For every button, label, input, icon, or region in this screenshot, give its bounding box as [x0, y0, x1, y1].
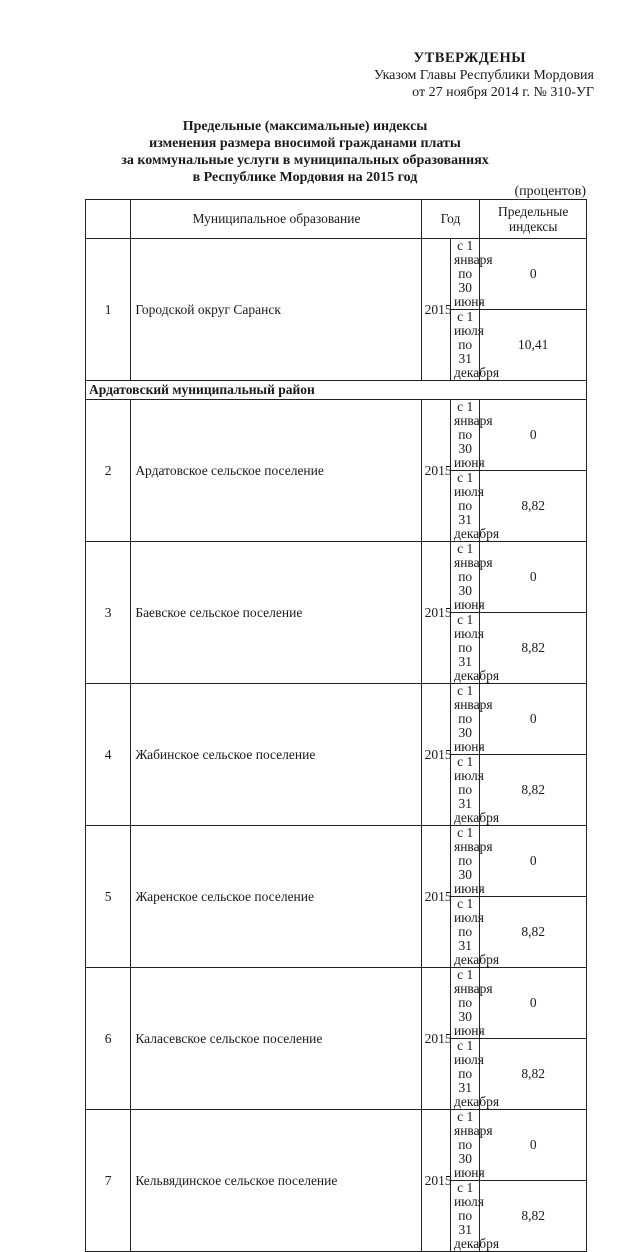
row-index-2: 8,82	[480, 613, 587, 684]
units-label: (процентов)	[514, 184, 586, 199]
heading-line-4: в Республике Мордовия на 2015 год	[192, 170, 418, 185]
header-index: Предельные индексы	[480, 200, 587, 239]
row-index-1: 0	[480, 239, 587, 310]
row-num: 7	[86, 1110, 131, 1252]
row-municipality: Городской округ Саранск	[131, 239, 421, 381]
header-year: Год	[421, 200, 480, 239]
row-period-1: с 1 января по 30 июня	[451, 826, 480, 897]
row-period-1: с 1 января по 30 июня	[451, 1110, 480, 1181]
row-index-2: 8,82	[480, 1181, 587, 1252]
table-header-row	[86, 200, 587, 239]
row-index-2: 8,82	[480, 1039, 587, 1110]
row-num: 5	[86, 826, 131, 968]
row-period-1: с 1 января по 30 июня	[451, 400, 480, 471]
row-year: 2015	[421, 826, 450, 968]
row-index-1: 0	[480, 1110, 587, 1181]
row-period-2: с 1 июля по 31 декабря	[451, 755, 480, 826]
row-index-1: 0	[480, 542, 587, 613]
row-index-2: 8,82	[480, 471, 587, 542]
row-period-2: с 1 июля по 31 декабря	[451, 1181, 480, 1252]
row-year: 2015	[421, 239, 450, 381]
row-municipality: Кельвядинское сельское поселение	[131, 1110, 421, 1252]
row-index-2: 8,82	[480, 897, 587, 968]
row-municipality: Баевское сельское поселение	[131, 542, 421, 684]
row-period-2: с 1 июля по 31 декабря	[451, 613, 480, 684]
row-num: 6	[86, 968, 131, 1110]
row-municipality: Ардатовское сельское поселение	[131, 400, 421, 542]
table-row	[86, 400, 587, 471]
row-period-2: с 1 июля по 31 декабря	[451, 1039, 480, 1110]
row-num: 2	[86, 400, 131, 542]
row-index-2: 10,41	[480, 310, 587, 381]
row-municipality: Жаренское сельское поселение	[131, 826, 421, 968]
row-period-2: с 1 июля по 31 декабря	[451, 310, 480, 381]
row-index-1: 0	[480, 684, 587, 755]
heading-line-2: изменения размера вносимой гражданами платы	[149, 136, 461, 151]
row-year: 2015	[421, 684, 450, 826]
heading-line-3: за коммунальные услуги в муниципальных образованиях	[121, 153, 489, 168]
row-index-1: 0	[480, 826, 587, 897]
row-period-2: с 1 июля по 31 декабря	[451, 471, 480, 542]
header-municipality: Муниципальное образование	[131, 200, 421, 239]
row-year: 2015	[421, 542, 450, 684]
section-title: Ардатовский муниципальный район	[86, 381, 587, 400]
approval-date: от 27 ноября 2014 г. № 310-УГ	[412, 85, 594, 100]
header-num	[86, 200, 131, 239]
row-period-1: с 1 января по 30 июня	[451, 968, 480, 1039]
row-year: 2015	[421, 1110, 450, 1252]
row-period-2: с 1 июля по 31 декабря	[451, 897, 480, 968]
row-year: 2015	[421, 968, 450, 1110]
heading-line-1: Предельные (максимальные) индексы	[182, 119, 428, 134]
table-row	[86, 684, 587, 755]
row-index-2: 8,82	[480, 755, 587, 826]
table-row	[86, 239, 587, 310]
table-row	[86, 1110, 587, 1181]
row-period-1: с 1 января по 30 июня	[451, 542, 480, 613]
table-row	[86, 542, 587, 613]
row-year: 2015	[421, 400, 450, 542]
row-index-1: 0	[480, 968, 587, 1039]
row-num: 4	[86, 684, 131, 826]
indices-table	[85, 199, 587, 1252]
row-num: 3	[86, 542, 131, 684]
row-period-1: с 1 января по 30 июня	[451, 684, 480, 755]
row-index-1: 0	[480, 400, 587, 471]
row-num: 1	[86, 239, 131, 381]
approval-decree: Указом Главы Республики Мордовия	[373, 68, 594, 83]
row-municipality: Жабинское сельское поселение	[131, 684, 421, 826]
document-heading	[70, 118, 540, 186]
table-row	[86, 826, 587, 897]
row-period-1: с 1 января по 30 июня	[451, 239, 480, 310]
approval-block	[374, 50, 594, 101]
approval-title: УТВЕРЖДЕНЫ	[413, 50, 526, 66]
section-row	[86, 381, 587, 400]
row-municipality: Каласевское сельское поселение	[131, 968, 421, 1110]
table-row	[86, 968, 587, 1039]
